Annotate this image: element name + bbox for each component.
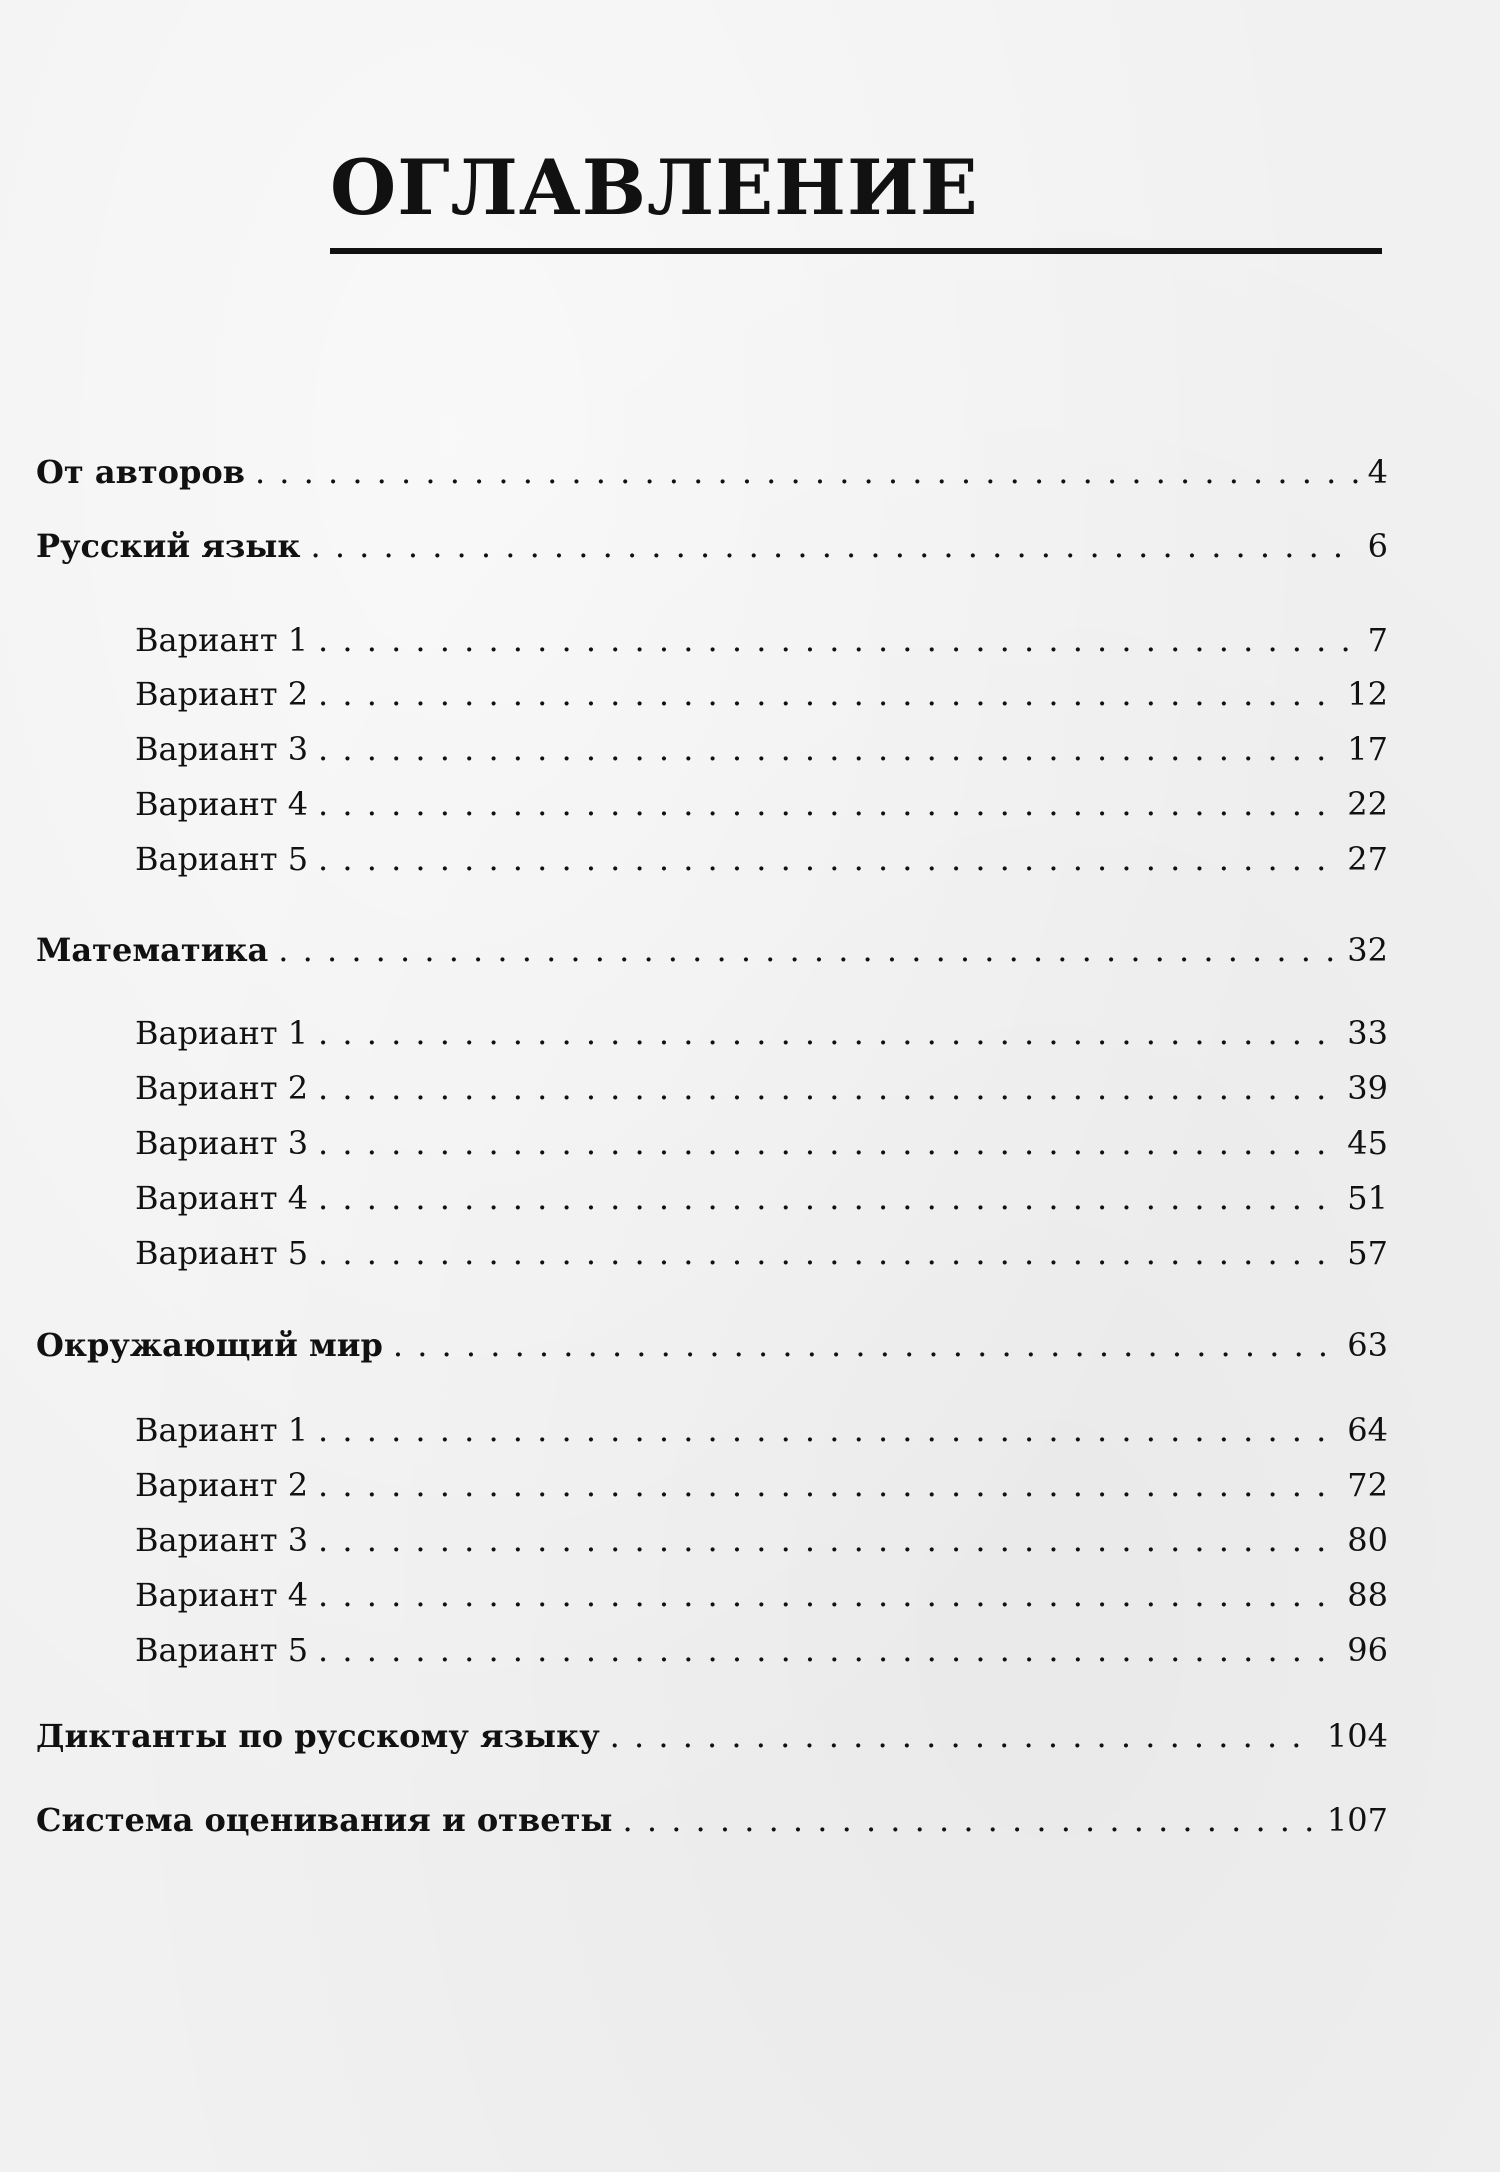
toc-entry-label: Вариант 3 — [135, 730, 309, 768]
toc-entry-label: Вариант 5 — [135, 840, 309, 878]
toc-subsection-row — [135, 1123, 1388, 1163]
toc-entry-page-number: 7 — [1367, 621, 1388, 659]
toc-entry-page-number: 107 — [1326, 1801, 1388, 1839]
dot-leader — [318, 1068, 1337, 1108]
dot-leader — [318, 1465, 1337, 1505]
toc-section-row — [36, 1325, 1388, 1365]
toc-entry-page-number: 45 — [1347, 1124, 1388, 1162]
toc-entry-label: Русский язык — [36, 527, 301, 565]
dot-leader — [318, 674, 1337, 714]
toc-entry-label: Вариант 1 — [135, 621, 309, 659]
toc-subsection-row — [135, 729, 1388, 769]
page-title: ОГЛАВЛЕНИЕ — [330, 143, 979, 232]
toc-subsection-row — [135, 1410, 1388, 1450]
dot-leader — [318, 784, 1337, 824]
toc-subsection-row — [135, 1068, 1388, 1108]
dot-leader — [318, 1178, 1337, 1218]
toc-entry-page-number: 72 — [1347, 1466, 1388, 1504]
toc-entry-page-number: 63 — [1347, 1326, 1388, 1364]
dot-leader — [318, 1410, 1337, 1450]
dot-leader — [278, 930, 1337, 970]
dot-leader — [310, 526, 1357, 566]
dot-leader — [318, 1013, 1337, 1053]
dot-leader — [318, 1630, 1337, 1670]
toc-entry-page-number: 4 — [1367, 453, 1388, 491]
toc-entry-label: Вариант 2 — [135, 1466, 309, 1504]
toc-entry-label: Математика — [36, 931, 269, 969]
toc-subsection-row — [135, 1520, 1388, 1560]
toc-entry-label: Диктанты по русскому языку — [36, 1717, 600, 1755]
toc-section-row — [36, 1800, 1388, 1840]
toc-entry-label: Вариант 1 — [135, 1411, 309, 1449]
toc-entry-label: Вариант 4 — [135, 1576, 309, 1614]
dot-leader — [318, 1520, 1337, 1560]
toc-subsection-row — [135, 1178, 1388, 1218]
toc-section-row — [36, 452, 1388, 492]
toc-subsection-row — [135, 674, 1388, 714]
toc-entry-label: Вариант 2 — [135, 675, 309, 713]
toc-entry-label: Вариант 5 — [135, 1631, 309, 1669]
toc-section-row — [36, 930, 1388, 970]
toc-entry-page-number: 57 — [1347, 1234, 1388, 1272]
dot-leader — [255, 452, 1358, 492]
toc-entry-page-number: 104 — [1326, 1717, 1388, 1755]
toc-subsection-row — [135, 784, 1388, 824]
toc-entry-label: Вариант 3 — [135, 1124, 309, 1162]
toc-entry-page-number: 80 — [1347, 1521, 1388, 1559]
toc-entry-label: От авторов — [36, 453, 245, 491]
toc-entry-page-number: 96 — [1347, 1631, 1388, 1669]
toc-entry-page-number: 32 — [1347, 931, 1388, 969]
toc-entry-label: Вариант 1 — [135, 1014, 309, 1052]
toc-subsection-row — [135, 1233, 1388, 1273]
toc-entry-label: Окружающий мир — [36, 1326, 383, 1364]
toc-entry-page-number: 12 — [1347, 675, 1388, 713]
toc-entry-label: Вариант 3 — [135, 1521, 309, 1559]
toc-entry-page-number: 33 — [1347, 1014, 1388, 1052]
toc-entry-page-number: 17 — [1347, 730, 1388, 768]
dot-leader — [393, 1325, 1337, 1365]
toc-section-row — [36, 526, 1388, 566]
toc-entry-page-number: 88 — [1347, 1576, 1388, 1614]
toc-section-row — [36, 1716, 1388, 1756]
dot-leader — [318, 1575, 1337, 1615]
dot-leader — [318, 1123, 1337, 1163]
toc-entry-page-number: 22 — [1347, 785, 1388, 823]
toc-entry-page-number: 51 — [1347, 1179, 1388, 1217]
toc-entry-page-number: 64 — [1347, 1411, 1388, 1449]
dot-leader — [318, 620, 1358, 660]
toc-entry-label: Вариант 4 — [135, 785, 309, 823]
toc-entry-label: Вариант 4 — [135, 1179, 309, 1217]
toc-entry-page-number: 6 — [1367, 527, 1388, 565]
toc-entry-label: Вариант 5 — [135, 1234, 309, 1272]
dot-leader — [318, 1233, 1337, 1273]
toc-entry-label: Вариант 2 — [135, 1069, 309, 1107]
toc-entry-label: Система оценивания и ответы — [36, 1801, 613, 1839]
toc-entry-page-number: 39 — [1347, 1069, 1388, 1107]
toc-subsection-row — [135, 839, 1388, 879]
dot-leader — [623, 1800, 1317, 1840]
toc-entry-page-number: 27 — [1347, 840, 1388, 878]
dot-leader — [318, 839, 1337, 879]
toc-subsection-row — [135, 1013, 1388, 1053]
toc-subsection-row — [135, 1630, 1388, 1670]
toc-subsection-row — [135, 620, 1388, 660]
dot-leader — [318, 729, 1337, 769]
toc-subsection-row — [135, 1575, 1388, 1615]
toc-subsection-row — [135, 1465, 1388, 1505]
dot-leader — [610, 1716, 1317, 1756]
